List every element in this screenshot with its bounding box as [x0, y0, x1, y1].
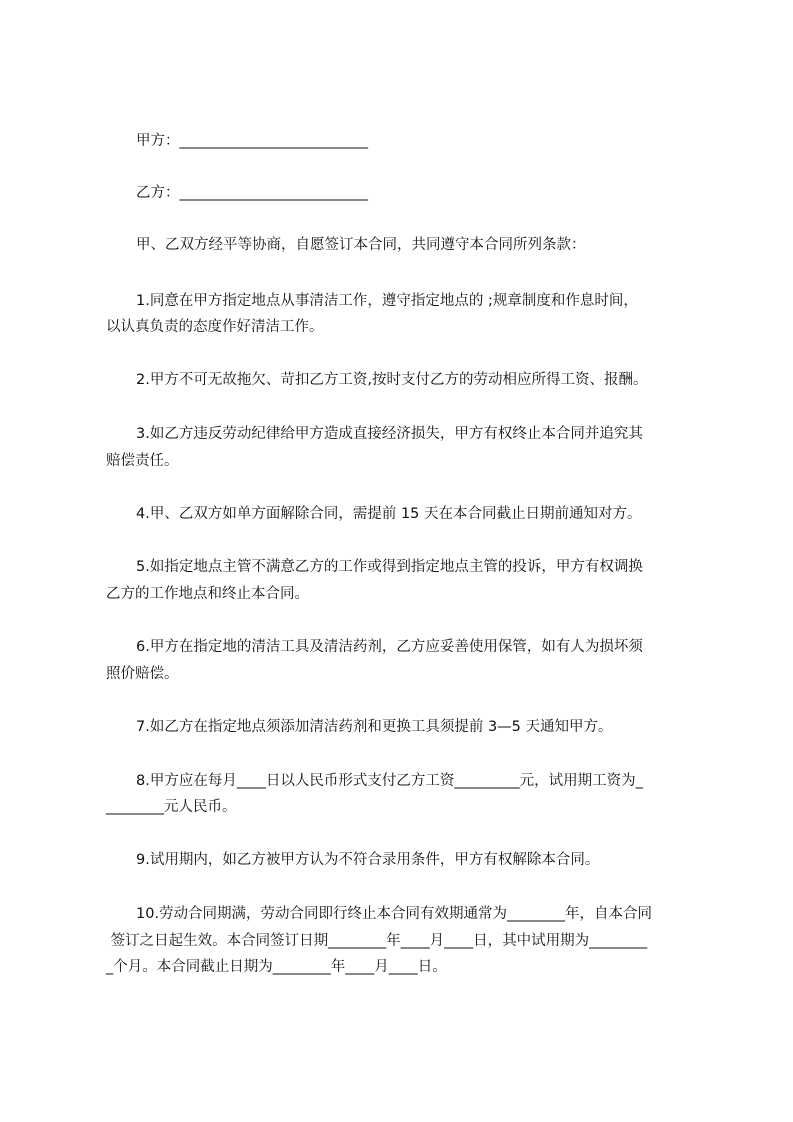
- clause-10-line-2: 签订之日起生效。本合同签订日期________年____月____日，其中试用期为________: [106, 933, 648, 949]
- intro-text: 甲、乙双方经平等协商，自愿签订本合同，共同遵守本合同所列条款：: [136, 237, 586, 253]
- clause-7-line-1: 7.如乙方在指定地点须添加清洁药剂和更换工具须提前 3—5 天通知甲方。: [136, 719, 613, 735]
- clause-5-line-1: 5.如指定地点主管不满意乙方的工作或得到指定地点主管的投诉，甲方有权调换: [136, 559, 643, 575]
- clause-1-line-1: 1.同意在甲方指定地点从事清洁工作，遵守指定地点的 ;规章制度和作息时间，: [136, 293, 638, 309]
- clause-6-line-1: 6.甲方在指定地的清洁工具及清洁药剂，乙方应妥善使用保管，如有人为损坏须: [136, 639, 643, 655]
- clause-6-line-2: 照价赔偿。: [106, 666, 179, 682]
- clause-3-line-2: 赔偿责任。: [106, 453, 179, 469]
- clause-3-line-1: 3.如乙方违反劳动纪律给甲方造成直接经济损失，甲方有权终止本合同并追究其: [136, 426, 643, 442]
- party-a-line: 甲方：__________________________: [136, 133, 368, 149]
- clause-1-line-2: 以认真负责的态度作好清洁工作。: [106, 319, 324, 335]
- clause-10-line-1: 10.劳动合同期满，劳动合同即行终止本合同有效期通常为________年，自本合同: [136, 906, 653, 922]
- clause-4-line-1: 4.甲、乙双方如单方面解除合同，需提前 15 天在本合同截止日期前通知对方。: [136, 506, 642, 522]
- clause-10-line-3: _个月。本合同截止日期为________年____月____日。: [106, 959, 447, 975]
- party-b-line: 乙方：__________________________: [136, 185, 368, 201]
- clause-2-line-1: 2.甲方不可无故拖欠、苛扣乙方工资,按时支付乙方的劳动相应所得工资、报酬。: [136, 372, 648, 388]
- clause-5-line-2: 乙方的工作地点和终止本合同。: [106, 586, 309, 602]
- clause-8-line-1: 8.甲方应在每月____日以人民币形式支付乙方工资_________元，试用期工资为_: [136, 773, 643, 789]
- clause-9-line-1: 9.试用期内，如乙方被甲方认为不符合录用条件，甲方有权解除本合同。: [136, 852, 600, 868]
- clause-8-line-2: ________元人民币。: [106, 799, 237, 815]
